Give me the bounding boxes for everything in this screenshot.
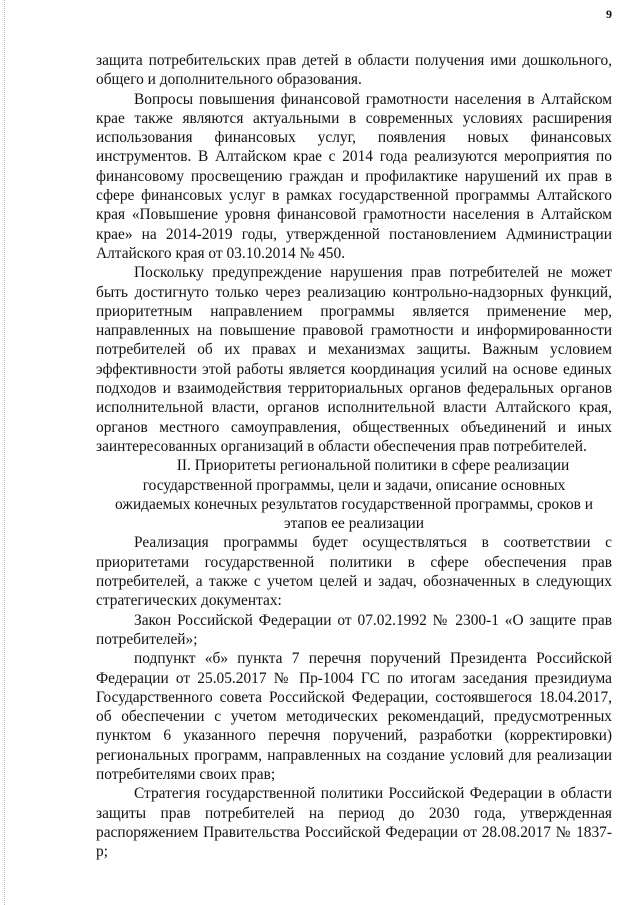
document-body <box>96 51 612 861</box>
paragraph-strategy: Стратегия государственной политики Российской Федерации в области защиты прав потребителей на период до 2030 года, утвержденная распоряжением Правительства Российской Федерации от 28.08.2017 № 1837-р; <box>96 785 612 861</box>
paragraph-implementation: Реализация программы будет осуществляться в соответствии с приоритетами государственной политики в сфере обеспечения прав потребителей, а также с учетом целей и задач, обозначенных в следующих стратегических документах: <box>96 534 612 610</box>
paragraph-consumer-law: Закон Российской Федерации от 07.02.1992 № 2300-1 «О защите прав потребителей»; <box>96 611 612 648</box>
paragraph-presidential-order: подпункт «б» пункта 7 перечня поручений Президента Российской Федерации от 25.05.2017 № Пр-1004 ГС по итогам заседания президиума Государственного совета Российской Федерации, состоявшегося 18.04.2017, об обеспечении с учетом методических рекомендаций, предусмотренных пунктом 6 указанного перечня поручений, разработки (корректировки) региональных программ, направленных на создание условий для реализации потребителями своих прав; <box>96 650 612 783</box>
page-number: 9 <box>606 7 612 21</box>
paragraph-prevention: Поскольку предупреждение нарушения прав потребителей не может быть достигнуто только через реализацию контрольно-надзорных функций, приоритетным направлением программы является применение мер, направленных на повышение правовой грамотности и информированности потребителей об их правах и механизмах защиты. Важным условием эффективности этой работы является координация усилий на основе единых подходов и взаимодействия территориальных органов федеральных органов исполнительной власти, органов исполнительной власти Алтайского края, органов местного самоуправления, общественных объединений и иных заинтересованных организаций в области обеспечения прав потребителей. <box>96 264 612 455</box>
page-edge-line <box>4 0 5 905</box>
section-heading: II. Приоритеты региональной политики в сфере реализации государственной программы, цели и задачи, описание основных ожидаемых конечных результатов государственной программы, сроков и этапов ее реализации <box>115 457 593 533</box>
paragraph-financial-literacy: Вопросы повышения финансовой грамотности населения в Алтайском крае также являются актуальными в современных условиях расширения использования финансовых услуг, появления новых финансовых инструментов. В Алтайском крае с 2014 года реализуются мероприятия по финансовому просвещению граждан и профилактике нарушений их прав в сфере финансовых услуг в рамках государственной программы Алтайского края «Повышение уровня финансовой грамотности населения в Алтайском крае» на 2014-2019 годы, утвержденной постановлением Администрации Алтайского края от 03.10.2014 № 450. <box>96 90 612 262</box>
paragraph-intro: защита потребительских прав детей в области получения ими дошкольного, общего и дополнительного образования. <box>96 52 612 89</box>
